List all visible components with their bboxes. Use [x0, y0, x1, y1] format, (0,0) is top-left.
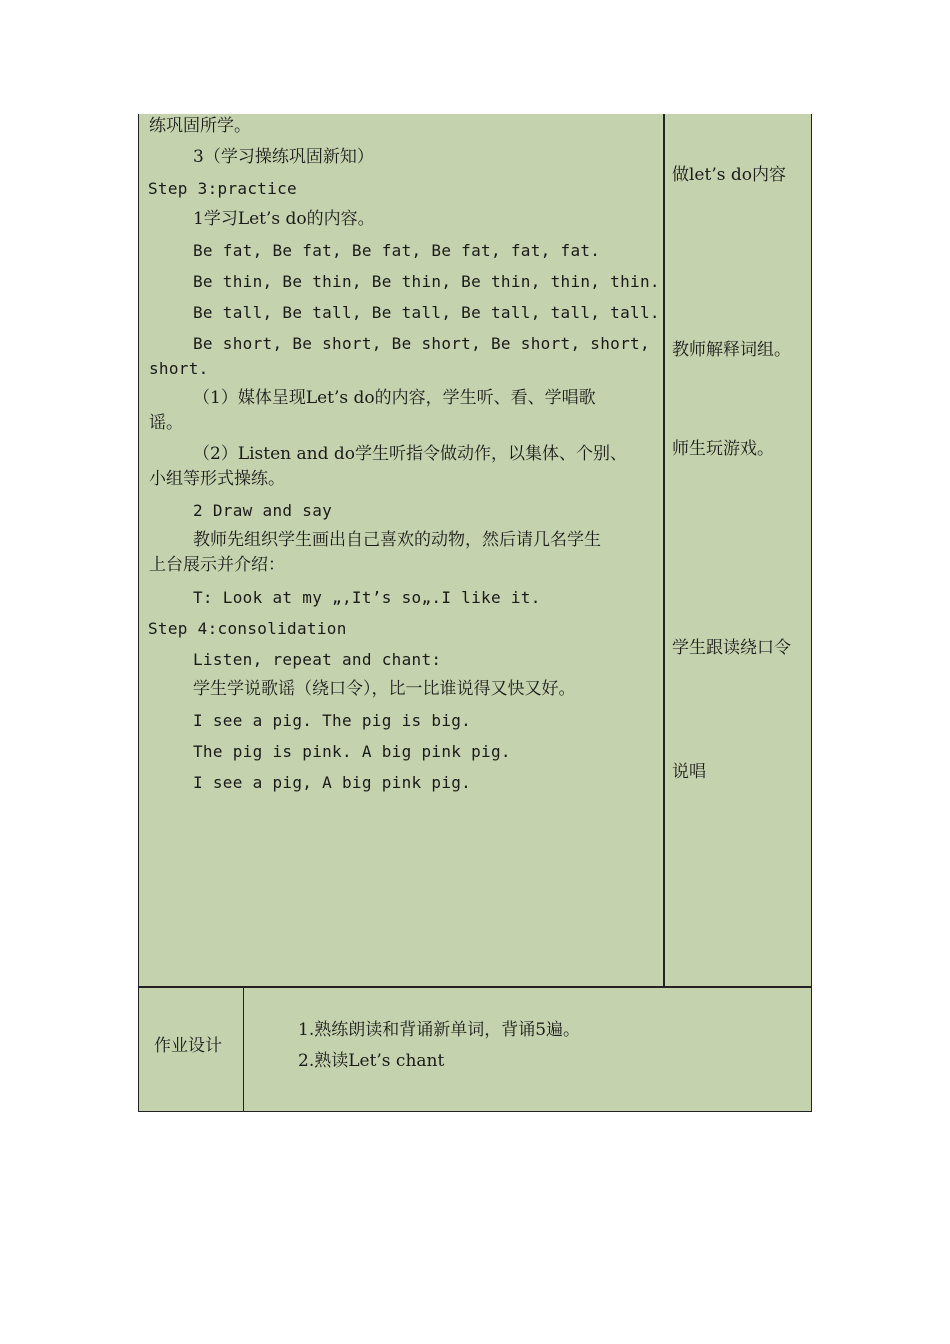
main-line: Be tall, Be tall, Be tall, Be tall, tall, tall. — [193, 303, 660, 322]
side-note: 师生玩游戏。 — [672, 439, 774, 459]
main-line: Step 4:consolidation — [148, 619, 347, 638]
main-line: （2）Listen and do学生听指令做动作，以集体、个别、 — [193, 444, 627, 464]
side-note: 说唱 — [672, 762, 706, 782]
main-line: Step 3:practice — [148, 179, 297, 198]
main-line: 1学习Let’s do的内容。 — [193, 209, 375, 229]
homework-item: 1.熟练朗读和背诵新单词，背诵5遍。 — [298, 1020, 581, 1040]
main-line: The pig is pink. A big pink pig. — [193, 742, 511, 761]
main-line: 谣。 — [149, 413, 183, 433]
main-line: Be thin, Be thin, Be thin, Be thin, thin, thin. — [193, 272, 660, 291]
main-line: 上台展示并介绍： — [149, 555, 285, 575]
main-line: short. — [149, 359, 209, 378]
main-line: 3（学习操练巩固新知） — [193, 147, 374, 167]
column-divider — [663, 114, 665, 987]
main-line: I see a pig, A big pink pig. — [193, 773, 472, 792]
row-divider — [139, 986, 811, 988]
main-line: 练巩固所学。 — [149, 116, 251, 136]
side-note: 教师解释词组。 — [672, 340, 791, 360]
main-line: 小组等形式操练。 — [149, 469, 285, 489]
main-line: I see a pig. The pig is big. — [193, 711, 472, 730]
homework-item: 2.熟读Let’s chant — [298, 1051, 445, 1071]
homework-divider — [243, 987, 244, 1111]
side-note: 学生跟读绕口令 — [672, 638, 791, 658]
lesson-plan-table — [138, 114, 812, 1112]
main-line: Listen, repeat and chant: — [193, 650, 442, 669]
side-note: 做let’s do内容 — [672, 165, 786, 185]
main-line: （1）媒体呈现Let’s do的内容，学生听、看、学唱歌 — [193, 388, 596, 408]
homework-label: 作业设计 — [154, 1036, 222, 1056]
main-line: T: Look at my „,It’s so„.I like it. — [193, 588, 541, 607]
main-line: Be fat, Be fat, Be fat, Be fat, fat, fat. — [193, 241, 601, 260]
main-line: 2 Draw and say — [193, 501, 333, 520]
main-line: 学生学说歌谣（绕口令），比一比谁说得又快又好。 — [193, 679, 576, 699]
main-line: 教师先组织学生画出自己喜欢的动物，然后请几名学生 — [193, 530, 601, 550]
main-line: Be short, Be short, Be short, Be short, short, — [193, 334, 650, 353]
